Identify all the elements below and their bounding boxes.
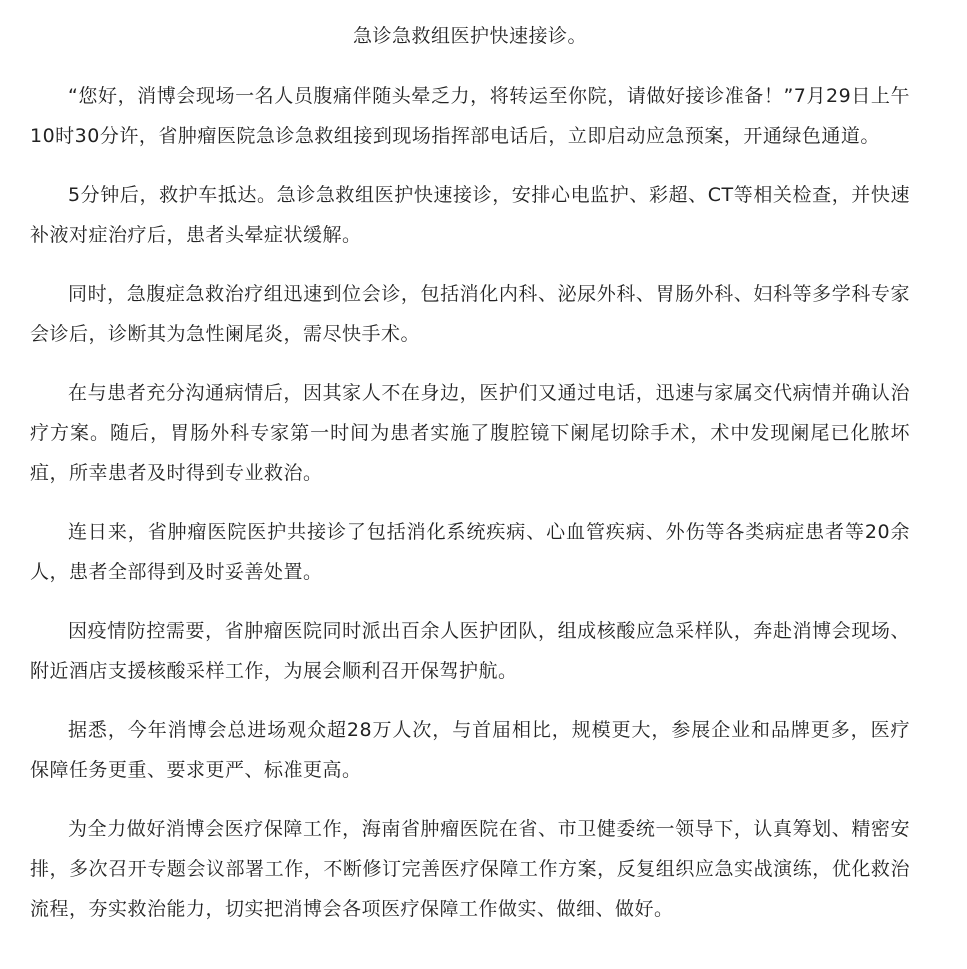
paragraph-1: “您好，消博会现场一名人员腹痛伴随头晕乏力，将转运至你院，请做好接诊准备！”7月29日上午10时30分许，省肿瘤医院急诊急救组接到现场指挥部电话后，立即启动应急预案，开通绿色通道。 bbox=[30, 85, 910, 147]
paragraph-3: 同时，急腹症急救治疗组迅速到位会诊，包括消化内科、泌尿外科、胃肠外科、妇科等多学科专家会诊后，诊断其为急性阑尾炎，需尽快手术。 bbox=[30, 283, 910, 345]
paragraph-2: 5分钟后，救护车抵达。急诊急救组医护快速接诊，安排心电监护、彩超、CT等相关检查，并快速补液对症治疗后，患者头晕症状缓解。 bbox=[30, 184, 910, 246]
paragraph-6: 因疫情防控需要，省肿瘤医院同时派出百余人医护团队，组成核酸应急采样队，奔赴消博会现场、附近酒店支援核酸采样工作，为展会顺利召开保驾护航。 bbox=[30, 620, 910, 682]
paragraph-8: 为全力做好消博会医疗保障工作，海南省肿瘤医院在省、市卫健委统一领导下，认真筹划、精密安排，多次召开专题会议部署工作，不断修订完善医疗保障工作方案，反复组织应急实战演练，优化救治流程，夯实救治能力，切实把消博会各项医疗保障工作做实、做细、做好。 bbox=[30, 818, 910, 920]
article-body bbox=[30, 0, 910, 929]
paragraph-7: 据悉，今年消博会总进场观众超28万人次，与首届相比，规模更大，参展企业和品牌更多，医疗保障任务更重、要求更严、标准更高。 bbox=[30, 719, 910, 781]
image-caption: 急诊急救组医护快速接诊。 bbox=[352, 25, 587, 47]
paragraph-4: 在与患者充分沟通病情后，因其家人不在身边，医护们又通过电话，迅速与家属交代病情并确认治疗方案。随后，胃肠外科专家第一时间为患者实施了腹腔镜下阑尾切除手术，术中发现阑尾已化脓坏疽，所幸患者及时得到专业救治。 bbox=[30, 382, 910, 484]
paragraph-5: 连日来，省肿瘤医院医护共接诊了包括消化系统疾病、心血管疾病、外伤等各类病症患者等20余人，患者全部得到及时妥善处置。 bbox=[30, 521, 910, 583]
